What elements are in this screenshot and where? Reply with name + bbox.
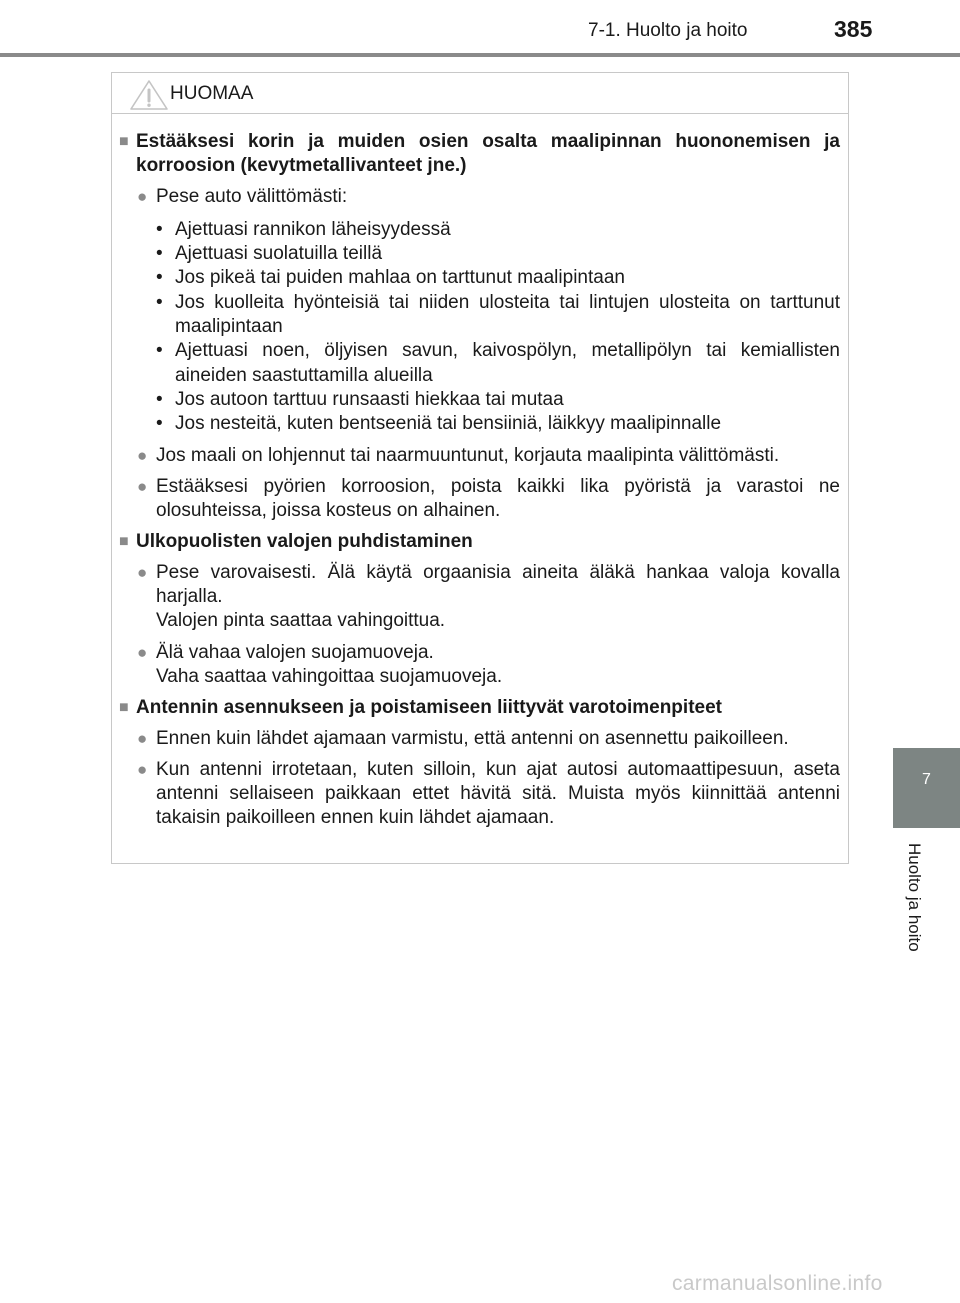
list-item: ● Estääksesi pyörien korroosion, poista kaikki lika pyöristä ja varastoi ne olosuhteissa, joissa kosteus on alhainen. [137,475,840,522]
notice-body [112,114,848,831]
list-item: ● Pese varovaisesti. Älä käytä orgaanisia aineita äläkä hankaa valoja kovalla harjalla. Valojen pinta saattaa vahingoittua. [137,561,840,632]
circle-bullet-icon: ● [137,642,148,662]
chapter-tab: 7 [893,748,960,828]
notice-box [111,72,849,864]
sub-item: • Jos pikeä tai puiden mahlaa on tarttunut maalipintaan [156,267,625,289]
watermark: carmanualsonline.info [672,1272,883,1295]
list-item: ● Ennen kuin lähdet ajamaan varmistu, että antenni on asennettu paikoilleen. [137,727,789,749]
list-item: ● Kun antenni irrotetaan, kuten silloin, kun ajat autosi automaattipesuun, aseta antenni sellaiseen paikkaan ettet hävitä sitä. Muista myös kiinnittää antenni takaisin paikoilleen ennen kuin lähdet ajamaan. [137,758,840,829]
section-heading: ■ Antennin asennukseen ja poistamiseen liittyvät varotoimenpiteet [119,697,722,719]
sub-item: • Ajettuasi suolatuilla teillä [156,243,383,265]
sub-item: • Ajettuasi noen, öljyisen savun, kaivospölyn, metallipölyn tai kemiallisten aineiden saastuttamilla alueilla [156,340,840,386]
notice-header [112,73,848,114]
circle-bullet-icon: ● [137,476,148,496]
page-number: 385 [834,16,873,42]
chapter-label: Huolto ja hoito [905,843,924,952]
circle-bullet-icon: ● [137,728,148,748]
sub-item: • Jos kuolleita hyönteisiä tai niiden ulosteita tai lintujen ulosteita on tarttunut maalipintaan [156,291,840,338]
list-item: ● Pese auto välittömästi: • Ajettuasi rannikon läheisyydessä • Ajettuasi suolatuilla teillä • Jos pikeä tai puiden mahlaa on tarttunut maalipintaan • Jos kuolleita hyönteisiä tai niiden ulosteita tai lintujen ulosteita on tarttunut maalipintaan • Ajettuasi noen, öljyisen savun, kaivospölyn, metallipölyn tai kemiallisten aineiden saastuttamilla alueilla • Jos autoon tarttuu runsaasti hiekkaa tai mutaa • Jos nesteitä, kuten bentseeniä tai bensiiniä, läikkyy maalipinnalle [137,185,840,437]
circle-bullet-icon: ● [137,445,148,465]
running-header: 7-1. Huolto ja hoito [588,20,748,41]
sub-item: • Jos nesteitä, kuten bentseeniä tai bensiiniä, läikkyy maalipinnalle [156,413,722,435]
header-rule [0,53,960,57]
square-bullet-icon: ■ [119,133,129,150]
circle-bullet-icon: ● [137,186,148,206]
square-bullet-icon: ■ [119,533,129,551]
list-item: ● Älä vahaa valojen suojamuoveja. Vaha saattaa vahingoittaa suojamuoveja. [137,641,503,687]
list-item: ● Jos maali on lohjennut tai naarmuuntunut, korjauta maalipinta välittömästi. [137,444,780,466]
notice-title: HUOMAA [170,83,254,104]
sub-item: • Jos autoon tarttuu runsaasti hiekkaa tai mutaa [156,388,564,410]
square-bullet-icon: ■ [119,699,129,717]
circle-bullet-icon: ● [137,562,148,582]
sub-list [156,218,840,437]
sub-item: • Ajettuasi rannikon läheisyydessä [156,218,451,240]
section-heading: ■ Estääksesi korin ja muiden osien osalta maalipinnan huononemisen ja korroosion (kevytmetallivanteet jne.) [119,131,840,177]
warning-triangle-icon [129,79,169,111]
section-heading: ■ Ulkopuolisten valojen puhdistaminen [119,531,473,553]
circle-bullet-icon: ● [137,759,148,779]
